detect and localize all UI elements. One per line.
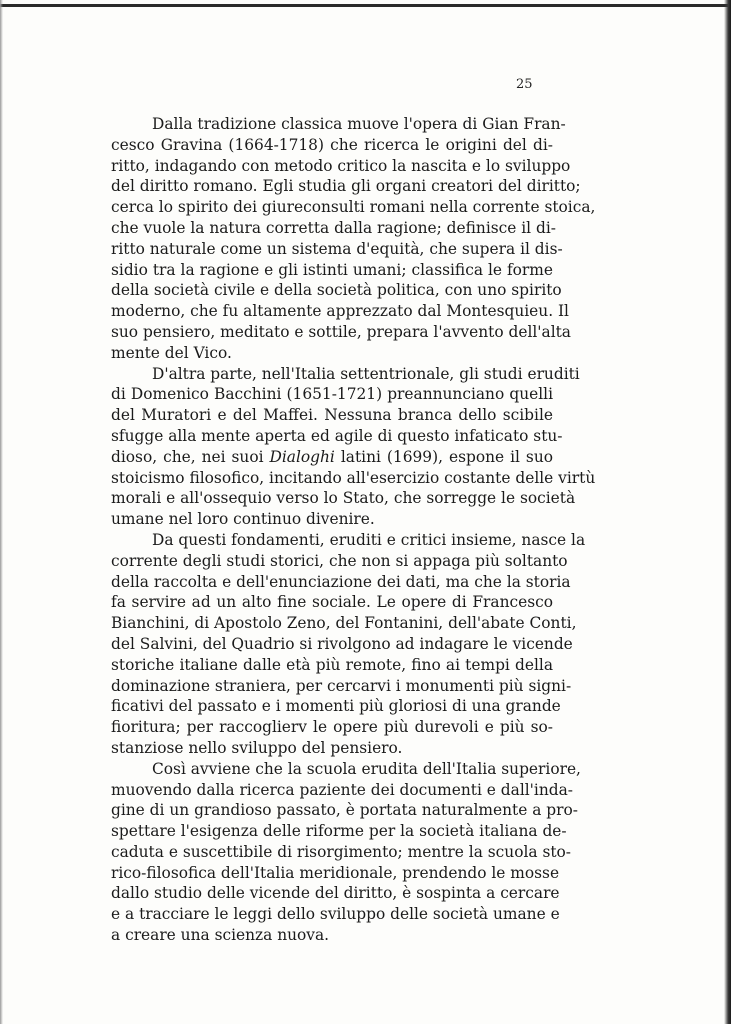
text-line: cerca lo spirito dei giureconsulti romani nella corrente stoica,	[111, 198, 596, 217]
text-line: Così avviene che la scuola erudita dell'Italia superiore,	[152, 759, 581, 778]
text-line: rico-filosofica dell'Italia meridionale, prendendo le mosse	[111, 863, 560, 882]
text-line: Dalla tradizione classica muove l'opera di Gian Fran-	[152, 115, 566, 133]
text-line: stanziose nello sviluppo del pensiero.	[111, 738, 403, 757]
text-line: spettare l'esigenza delle riforme per la società italiana de-	[111, 822, 567, 841]
page-right-edge	[724, 0, 731, 1024]
text-line: storiche italiane dalle età più remote, fino ai tempi della	[111, 655, 553, 674]
text-line: Da questi fondamenti, eruditi e critici insieme, nasce la	[152, 530, 586, 549]
text-line: ficativi del passato e i momenti più gloriosi di una grande	[111, 697, 561, 716]
text-line: e a tracciare le leggi dello sviluppo delle società umane e	[111, 905, 560, 924]
text-line: caduta e suscettibile di risorgimento; mentre la scuola sto-	[111, 842, 572, 861]
page-top-edge	[0, 4, 731, 7]
page-left-edge	[0, 0, 3, 1024]
body-text	[111, 114, 596, 946]
text-line: morali e all'ossequio verso lo Stato, che sorregge le società	[111, 489, 576, 508]
text-line: del Muratori e del Maffei. Nessuna branca dello scibile	[111, 406, 553, 425]
page-number: 25	[516, 77, 533, 92]
text-line: gine di un grandioso passato, è portata naturalmente a pro-	[111, 801, 578, 820]
text-line: della società civile e della società politica, con uno spirito	[111, 281, 562, 300]
text-line: stoicismo filosofico, incitando all'esercizio costante delle virtù	[111, 468, 596, 487]
text-line: del diritto romano. Egli studia gli organi creatori del diritto;	[111, 177, 581, 196]
text-line: D'altra parte, nell'Italia settentrionale, gli studi eruditi	[152, 364, 580, 383]
text-line: muovendo dalla ricerca paziente dei documenti e dall'inda-	[111, 780, 573, 799]
text-line-with-italic	[111, 447, 553, 468]
text-line: cesco Gravina (1664-1718) che ricerca le origini del di-	[111, 135, 553, 154]
text-line: Bianchini, di Apostolo Zeno, del Fontanini, dell'abate Conti,	[111, 614, 577, 633]
text-line: ritto, indagando con metodo critico la nascita e lo sviluppo	[111, 156, 571, 175]
text-line: moderno, che fu altamente apprezzato dal Montesquieu. Il	[111, 302, 569, 321]
text-line: suo pensiero, meditato e sottile, prepara l'avvento dell'alta	[111, 322, 571, 341]
text-line: che vuole la natura corretta dalla ragione; definisce il di-	[111, 218, 556, 237]
text-line: dallo studio delle vicende del diritto, è sospinta a cercare	[111, 884, 560, 903]
text-line: corrente degli studi storici, che non si appaga più soltanto	[111, 551, 568, 570]
text-line: ritto naturale come un sistema d'equità, che supera il dis-	[111, 239, 563, 258]
text-line: sidio tra la ragione e gli istinti umani; classifica le forme	[111, 260, 553, 279]
text-line: dominazione straniera, per cercarvi i monumenti più signi-	[111, 676, 572, 695]
text-line: di Domenico Bacchini (1651-1721) preannunciano quelli	[111, 385, 553, 404]
text-line: del Salvini, del Quadrio si rivolgono ad indagare le vicende	[111, 634, 573, 653]
text-segment: latini (1699), espone il suo	[340, 447, 554, 466]
text-line: a creare una scienza nuova.	[111, 926, 330, 945]
text-line: della raccolta e dell'enunciazione dei dati, ma che la storia	[111, 572, 571, 591]
text-line: mente del Vico.	[111, 343, 232, 362]
text-line: fioritura; per raccoglierv le opere più durevoli e più so-	[111, 718, 553, 737]
text-line: sfugge alla mente aperta ed agile di questo infaticato stu-	[111, 426, 563, 445]
text-line: umane nel loro continuo divenire.	[111, 510, 375, 529]
text-line: fa servire ad un alto fine sociale. Le opere di Francesco	[111, 593, 553, 612]
text-segment: dioso, che, nei suoi	[111, 447, 264, 466]
italic-title: Dialoghi	[269, 447, 335, 466]
